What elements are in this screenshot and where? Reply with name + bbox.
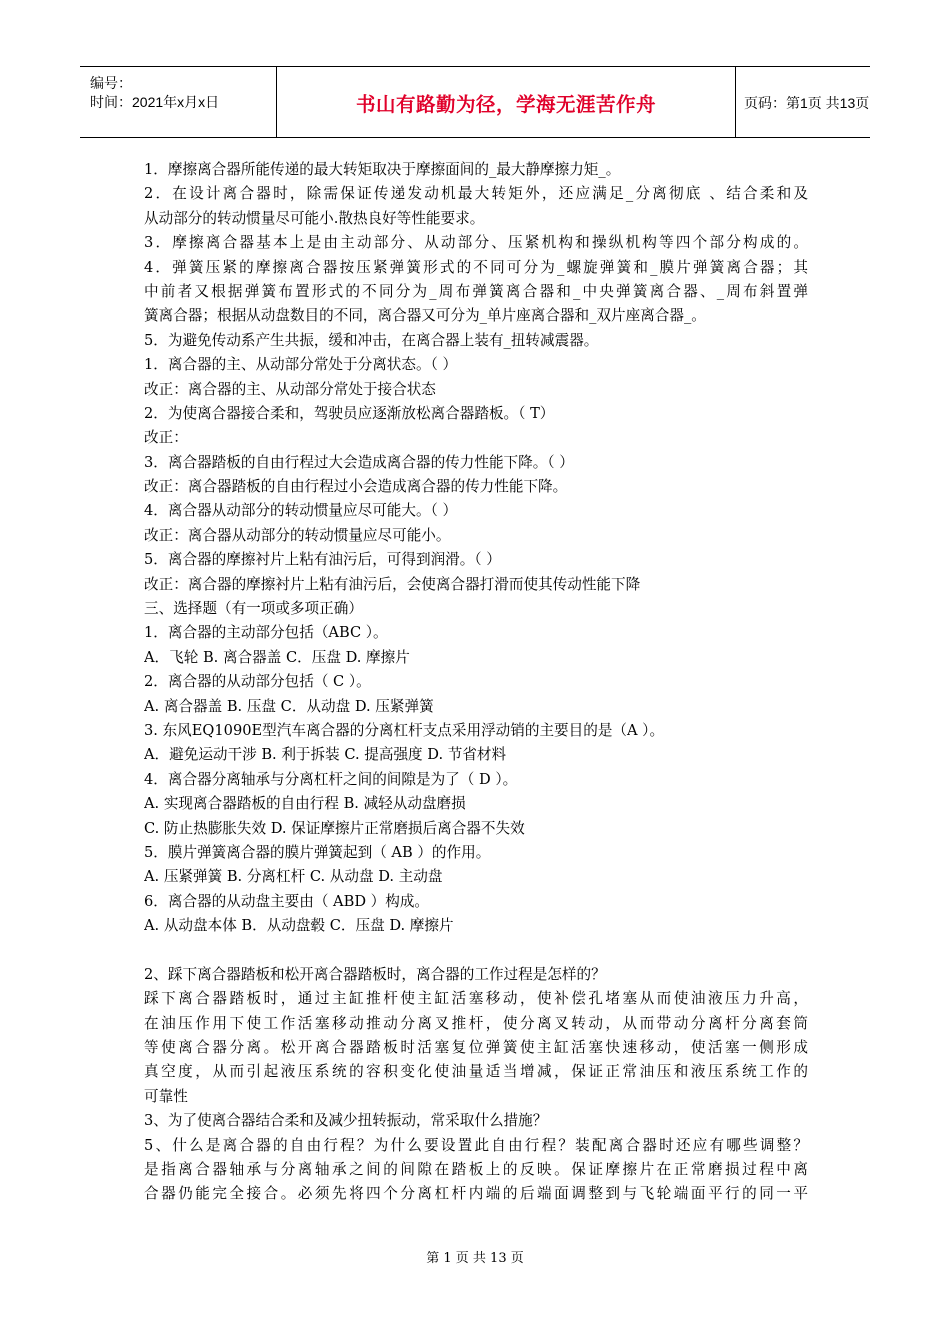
text-line: 4．离合器从动部分的转动惯量应尽可能大。（ ） xyxy=(144,502,458,520)
text-line: 5．为避免传动系产生共振，缓和冲击，在离合器上装有_扭转减震器。 xyxy=(144,331,599,349)
text-line: 中前者又根据弹簧布置形式的不同分为_周布弹簧离合器和_中央弹簧离合器、_周布斜置弹 xyxy=(144,282,808,300)
text-line: 真空度，从而引起液压系统的容积变化使油量适当增减，保证正常油压和液压系统工作的 xyxy=(144,1063,808,1081)
page-header xyxy=(80,66,870,138)
text-line: 5、什么是离合器的自由行程？为什么要设置此自由行程？装配离合器时还应有哪些调整？ xyxy=(144,1136,808,1154)
text-line: A. 离合器盖 B. 压盘 C．从动盘 D. 压紧弹簧 xyxy=(144,697,434,715)
text-line: 踩下离合器踏板时，通过主缸推杆使主缸活塞移动，使补偿孔堵塞从而使油液压力升高， xyxy=(144,990,808,1008)
document-number-label: 编号： xyxy=(90,75,132,91)
text-line: 3、为了使离合器结合柔和及减少扭转振动，常采取什么措施？ xyxy=(144,1112,548,1130)
header-motto: 书山有路勤为径，学海无涯苦作舟 xyxy=(355,93,656,116)
text-line: A. 从动盘本体 B．从动盘毂 C．压盘 D. 摩擦片 xyxy=(144,917,454,935)
text-line: 是指离合器轴承与分离轴承之间的间隙在踏板上的反映。保证摩擦片在正常磨损过程中离 xyxy=(144,1161,808,1179)
header-page-info: 页码：第1页 共13页 xyxy=(744,95,870,111)
text-line: 5．离合器的摩擦衬片上粘有油污后，可得到润滑。（ ） xyxy=(144,551,501,569)
text-line: 3. 东风EQ1090E型汽车离合器的分离杠杆支点采用浮动销的主要目的是（A ）。 xyxy=(144,721,665,739)
text-line: 1．摩擦离合器所能传递的最大转矩取决于摩擦面间的_最大静摩擦力矩_。 xyxy=(144,161,621,178)
text-line: 6．离合器的从动盘主要由（ ABD ）构成。 xyxy=(144,892,430,910)
text-line: 改正：离合器踏板的自由行程过小会造成离合器的传力性能下降。 xyxy=(144,478,568,496)
text-line: 5．膜片弹簧离合器的膜片弹簧起到（ AB ）的作用。 xyxy=(144,843,491,861)
text-line: 改正：离合器的主、从动部分常处于接合状态 xyxy=(144,380,436,398)
text-line: A. 实现离合器踏板的自由行程 B. 减轻从动盘磨损 xyxy=(144,795,466,813)
text-line: 从动部分的转动惯量尽可能小.散热良好等性能要求。 xyxy=(144,209,485,227)
text-line: 三、选择题（有一项或多项正确） xyxy=(144,600,363,618)
page-footer: 第 1 页 共 13 页 xyxy=(426,1251,524,1266)
text-line: 2．为使离合器接合柔和，驾驶员应逐渐放松离合器踏板。（ T） xyxy=(144,404,555,422)
text-line: 4．离合器分离轴承与分离杠杆之间的间隙是为了（ D ）。 xyxy=(144,770,518,788)
document-date-label: 时间：2021年x月x日 xyxy=(90,94,220,110)
text-line: A．避免运动干涉 B. 利于拆装 C. 提高强度 D. 节省材料 xyxy=(144,746,507,764)
text-line: C. 防止热膨胀失效 D. 保证摩擦片正常磨损后离合器不失效 xyxy=(144,819,525,837)
text-line: 等使离合器分离。松开离合器踏板时活塞复位弹簧使主缸活塞快速移动，使活塞一侧形成 xyxy=(144,1039,808,1057)
text-line: 改正： xyxy=(144,429,188,447)
blank-line xyxy=(144,939,808,963)
text-line: 合器仍能完全接合。必须先将四个分离杠杆内端的后端面调整到与飞轮端面平行的同一平 xyxy=(144,1185,808,1203)
text-line: A. 压紧弹簧 B. 分离杠杆 C. 从动盘 D. 主动盘 xyxy=(144,868,443,886)
text-line: 2、踩下离合器踏板和松开离合器踏板时，离合器的工作过程是怎样的？ xyxy=(144,965,606,983)
text-line: A．飞轮 B. 离合器盖 C．压盘 D. 摩擦片 xyxy=(144,648,410,666)
text-line: 2．离合器的从动部分包括（ C ）。 xyxy=(144,673,371,691)
text-line: 1．离合器的主动部分包括（ABC ）。 xyxy=(144,624,388,642)
text-line: 改正：离合器从动部分的转动惯量应尽可能小。 xyxy=(144,526,451,544)
text-line: 在油压作用下使工作活塞移动推动分离叉推杆，使分离叉转动，从而带动分离杆分离套筒 xyxy=(144,1014,808,1032)
text-line: 3．摩擦离合器基本上是由主动部分、从动部分、压紧机构和操纵机构等四个部分构成的。 xyxy=(144,234,808,252)
text-line: 改正：离合器的摩擦衬片上粘有油污后，会使离合器打滑而使其传动性能下降 xyxy=(144,575,641,593)
text-line: 可靠性 xyxy=(144,1087,188,1105)
header-meta-cell xyxy=(80,67,277,137)
text-line: 簧离合器；根据从动盘数目的不同，离合器又可分为_单片座离合器和_双片座离合器_。 xyxy=(144,307,706,325)
text-line: 3．离合器踏板的自由行程过大会造成离合器的传力性能下降。（ ） xyxy=(144,453,574,471)
text-line: 4．弹簧压紧的摩擦离合器按压紧弹簧形式的不同可分为_螺旋弹簧和_膜片弹簧离合器；其 xyxy=(144,258,808,276)
text-line: 2．在设计离合器时，除需保证传递发动机最大转矩外，还应满足_分离彻底 、结合柔和及 xyxy=(144,185,808,203)
text-line: 1．离合器的主、从动部分常处于分离状态。（ ） xyxy=(144,356,458,374)
header-motto-cell xyxy=(277,67,736,137)
document-body xyxy=(144,158,808,1207)
header-page-cell xyxy=(736,67,870,137)
